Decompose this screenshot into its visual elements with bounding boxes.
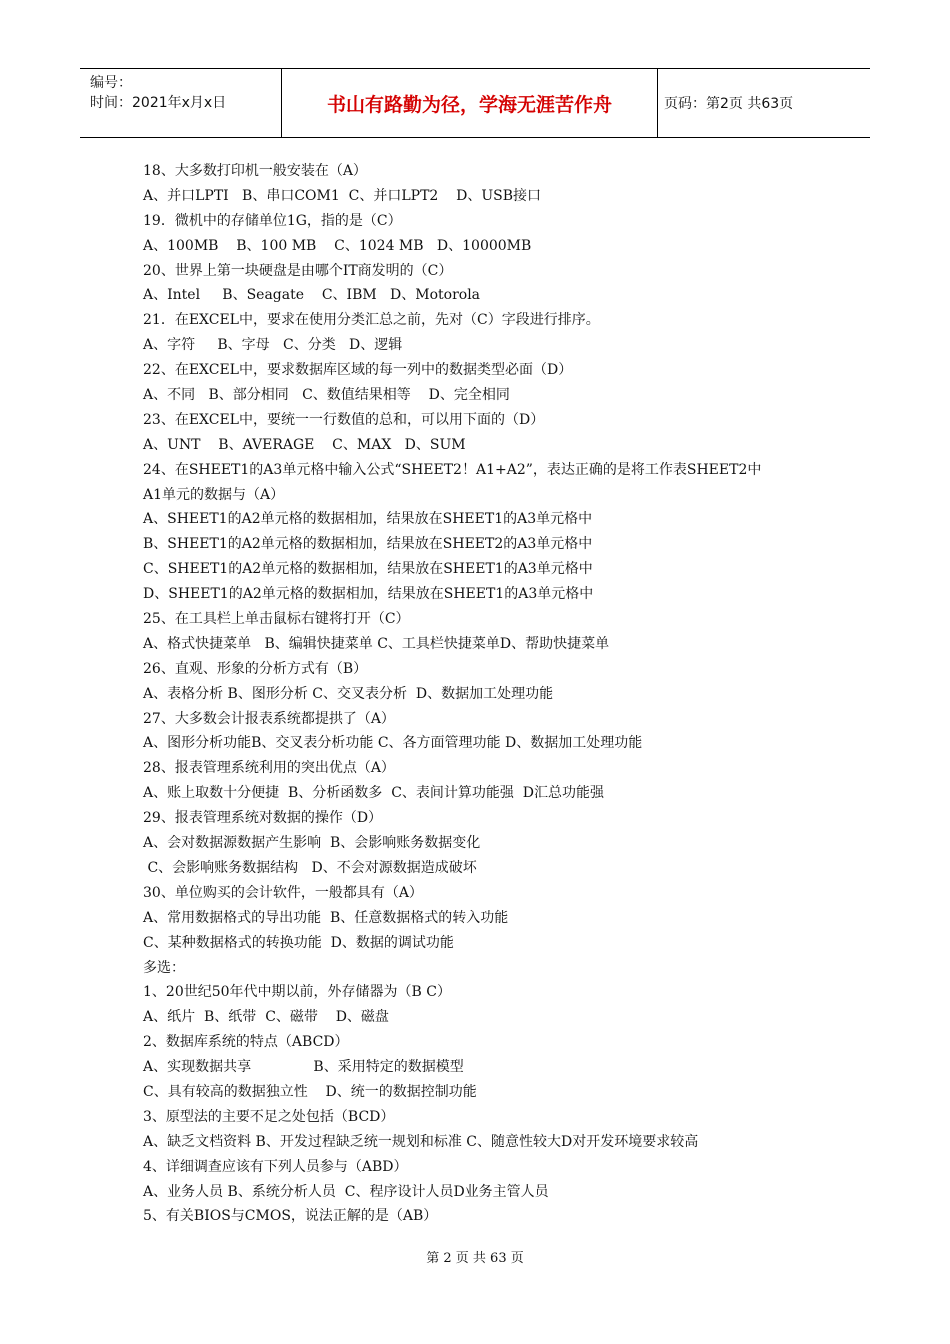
text-line: A、不同 B、部分相同 C、数值结果相等 D、完全相同: [143, 387, 510, 404]
text-line: A、Intel B、Seagate C、IBM D、Motorola: [143, 287, 481, 304]
header-meta: [80, 69, 282, 137]
text-line: C、SHEET1的A2单元格的数据相加，结果放在SHEET1的A3单元格中: [143, 561, 593, 578]
text-line: 多选：: [143, 959, 185, 976]
text-line: D、SHEET1的A2单元格的数据相加，结果放在SHEET1的A3单元格中: [143, 586, 594, 603]
text-line: 26、直观、形象的分析方式有（B）: [143, 660, 368, 677]
text-line: 21．在EXCEL中，要求在使用分类汇总之前，先对（C）字段进行排序。: [143, 312, 600, 329]
text-line: A、常用数据格式的导出功能 B、任意数据格式的转入功能: [143, 909, 509, 926]
text-line: 5、有关BIOS与CMOS，说法正解的是（AB）: [143, 1208, 438, 1225]
text-line: A、图形分析功能B、交叉表分析功能 C、各方面管理功能 D、数据加工处理功能: [143, 735, 643, 752]
text-line: A、表格分析 B、图形分析 C、交叉表分析 D、数据加工处理功能: [143, 685, 554, 702]
text-line: 24、在SHEET1的A3单元格中输入公式“SHEET2！A1+A2”，表达正确的是将工作表SHEET2中: [143, 461, 762, 478]
text-line: C、某种数据格式的转换功能 D、数据的调试功能: [143, 934, 454, 951]
page-header: [80, 68, 870, 138]
text-line: 18、大多数打印机一般安装在（A）: [143, 163, 367, 179]
text-line: 27、大多数会计报表系统都提拱了（A）: [143, 710, 395, 727]
text-line: 23、在EXCEL中，要统一一行数值的总和，可以用下面的（D）: [143, 411, 545, 428]
text-line: B、SHEET1的A2单元格的数据相加，结果放在SHEET2的A3单元格中: [143, 536, 593, 553]
text-line: 19．微机中的存储单位1G，指的是（C）: [143, 212, 402, 229]
text-line: A1单元的数据与（A）: [143, 486, 285, 503]
header-page-info: 页码：第2页 共63页: [664, 96, 794, 112]
text-line: 20、世界上第一块硬盘是由哪个IT商发明的（C）: [143, 262, 453, 279]
text-line: A、SHEET1的A2单元格的数据相加，结果放在SHEET1的A3单元格中: [143, 511, 593, 528]
text-line: A、100MB B、100 MB C、1024 MB D、10000MB: [143, 237, 532, 254]
text-line: 29、报表管理系统对数据的操作（D）: [143, 810, 383, 827]
text-line: A、纸片 B、纸带 C、磁带 D、磁盘: [143, 1009, 389, 1026]
text-line: 3、原型法的主要不足之处包括（BCD）: [143, 1108, 395, 1125]
text-line: C、具有较高的数据独立性 D、统一的数据控制功能: [143, 1083, 477, 1100]
number-label: 编号：: [90, 75, 132, 91]
text-line: A、格式快捷菜单 B、编辑快捷菜单 C、工具栏快捷菜单D、帮助快捷菜单: [143, 635, 610, 652]
text-line: A、会对数据源数据产生影响 B、会影响账务数据变化: [143, 835, 481, 852]
text-line: 22、在EXCEL中，要求数据库区域的每一列中的数据类型必面（D）: [143, 362, 573, 379]
text-line: A、缺乏文档资料 B、开发过程缺乏统一规划和标准 C、随意性较大D对开发环境要求较高: [143, 1133, 699, 1150]
text-line: C、会影响账务数据结构 D、不会对源数据造成破坏: [143, 859, 477, 876]
text-line: A、并口LPTI B、串口COM1 C、并口LPT2 D、USB接口: [143, 187, 542, 204]
text-line: A、字符 B、字母 C、分类 D、逻辑: [143, 337, 403, 354]
text-line: A、实现数据共享 B、采用特定的数据模型: [143, 1059, 464, 1076]
text-line: 4、详细调查应该有下列人员参与（ABD）: [143, 1158, 408, 1175]
date-label: 时间：2021年x月x日: [90, 95, 227, 111]
text-line: 25、在工具栏上单击鼠标右键将打开（C）: [143, 611, 410, 628]
text-line: 1、20世纪50年代中期以前，外存储器为（B C）: [143, 984, 451, 1001]
page-footer: 第 2 页 共 63 页: [426, 1251, 524, 1266]
text-line: A、业务人员 B、系统分析人员 C、程序设计人员D业务主管人员: [143, 1183, 549, 1200]
text-line: 30、单位购买的会计软件，一般都具有（A）: [143, 884, 423, 901]
text-line: A、账上取数十分便捷 B、分析函数多 C、表间计算功能强 D汇总功能强: [143, 785, 605, 802]
text-line: A、UNT B、AVERAGE C、MAX D、SUM: [143, 436, 466, 453]
header-motto: 书山有路勤为径，学海无涯苦作舟: [282, 69, 658, 137]
text-line: 28、报表管理系统利用的突出优点（A）: [143, 760, 395, 777]
text-line: 2、数据库系统的特点（ABCD）: [143, 1034, 349, 1051]
document-body: [143, 159, 843, 1229]
